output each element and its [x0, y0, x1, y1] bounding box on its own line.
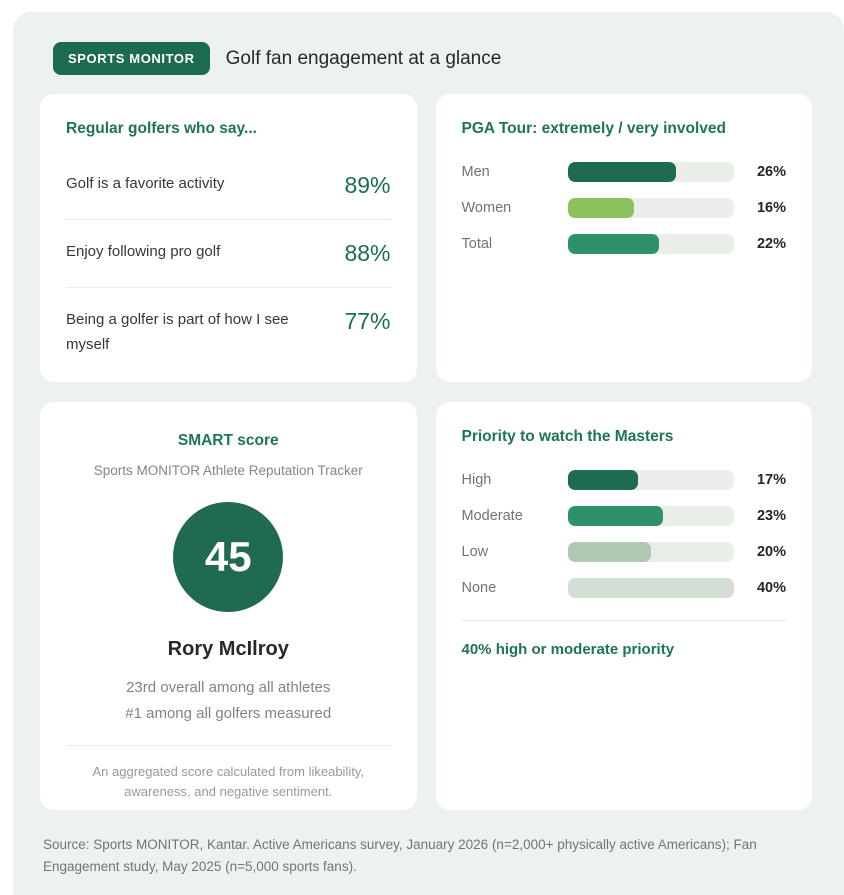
bar-label: Low	[461, 544, 489, 560]
bar-label: Total	[461, 236, 493, 252]
bar-row	[462, 162, 787, 182]
bar-label: Women	[461, 200, 512, 216]
bar-value: 23%	[756, 508, 786, 524]
stat-row	[66, 219, 391, 287]
card-note: 40% high or moderate priority	[461, 641, 675, 658]
divider	[462, 620, 787, 621]
rank-line: #1 among all golfers measured	[125, 704, 332, 722]
bar-fill	[568, 506, 664, 526]
bar-value: 17%	[756, 472, 786, 488]
bar-track	[568, 162, 735, 182]
bar-fill	[568, 470, 639, 490]
bar-value: 20%	[756, 544, 786, 560]
stat-label: Golf is a favorite activity	[66, 175, 225, 192]
bar-fill	[568, 198, 635, 218]
bar-fill	[568, 162, 676, 182]
dashboard-container	[13, 12, 844, 895]
bar-track	[568, 470, 735, 490]
stat-row	[66, 287, 391, 378]
bar-row	[462, 234, 787, 254]
stat-value: 77%	[344, 308, 391, 334]
card-title: SMART score	[177, 432, 279, 449]
bar-value: 26%	[756, 164, 786, 180]
card-masters-priority	[436, 402, 813, 810]
card-smart-score	[40, 402, 417, 810]
score-circle	[173, 502, 283, 612]
divider	[66, 745, 391, 746]
source-text: Source: Sports MONITOR, Kantar. Active Americans survey, January 2026 (n=2,000+ physically active Americans); Fan Engagement study, May 2025 (n=5,000 sports fans).	[43, 837, 757, 874]
brand-badge: SPORTS MONITOR	[53, 42, 210, 75]
bar-value: 40%	[756, 580, 786, 596]
bar-chart	[462, 470, 787, 598]
cards-grid	[40, 94, 812, 810]
stat-value: 89%	[344, 172, 391, 198]
bar-label: High	[461, 472, 492, 488]
stat-row	[66, 152, 391, 219]
stat-label: Being a golfer is part of how I see myself	[66, 311, 289, 353]
bar-track	[568, 542, 735, 562]
athlete-name: Rory McIlroy	[167, 638, 289, 660]
rank-line: 23rd overall among all athletes	[126, 679, 331, 696]
smart-subtitle: Sports MONITOR Athlete Reputation Tracker	[93, 463, 363, 478]
bar-label: None	[461, 580, 497, 596]
bar-track	[568, 578, 735, 598]
bar-fill	[568, 234, 660, 254]
card-title: Priority to watch the Masters	[461, 428, 674, 445]
header	[40, 42, 812, 75]
bar-label: Men	[461, 164, 490, 180]
bar-row	[462, 506, 787, 526]
page-title: Golf fan engagement at a glance	[225, 47, 502, 69]
stat-list	[66, 152, 391, 378]
bar-row	[462, 578, 787, 598]
score-value: 45	[204, 533, 252, 580]
bar-track	[568, 234, 735, 254]
bar-value: 16%	[756, 200, 786, 216]
stat-value: 88%	[344, 240, 391, 266]
bar-track	[568, 198, 735, 218]
bar-row	[462, 470, 787, 490]
rank-lines	[66, 675, 391, 727]
card-pga-tour	[436, 94, 813, 382]
card-title: PGA Tour: extremely / very involved	[461, 120, 726, 137]
card-golfer-statements	[40, 94, 417, 382]
card-title: Regular golfers who say...	[66, 120, 257, 137]
bar-fill	[568, 578, 735, 598]
bar-track	[568, 506, 735, 526]
bar-row	[462, 542, 787, 562]
bar-value: 22%	[756, 236, 786, 252]
bar-fill	[568, 542, 651, 562]
bar-chart	[462, 162, 787, 254]
stat-label: Enjoy following pro golf	[66, 243, 221, 260]
bar-label: Moderate	[461, 508, 523, 524]
score-definition: An aggregated score calculated from likeability, awareness, and negative sentiment.	[92, 763, 364, 800]
bar-row	[462, 198, 787, 218]
